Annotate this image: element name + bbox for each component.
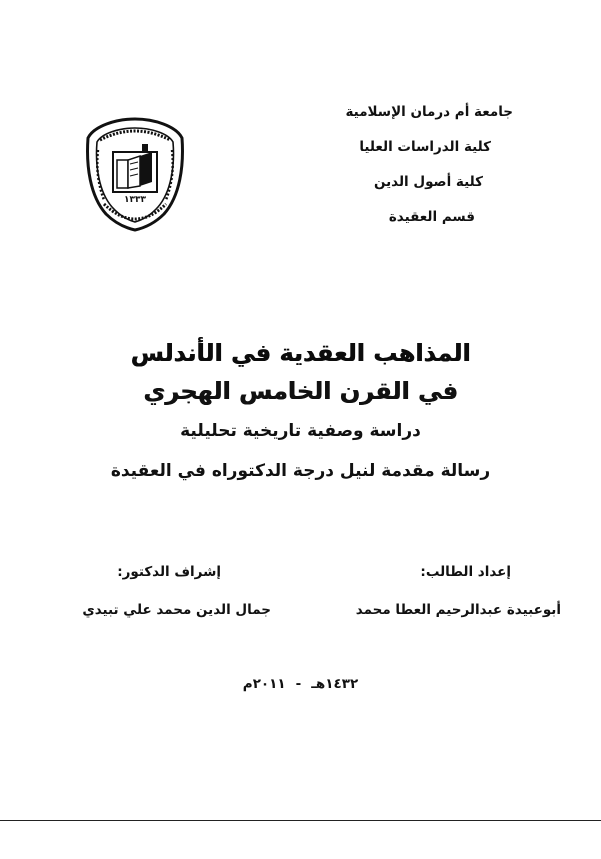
submission-date	[0, 676, 601, 692]
university-seal-icon	[84, 116, 186, 232]
hijri-year: ١٤٣٢هـ	[311, 676, 359, 692]
supervisor-name: جمال الدين محمد علي تبيدي	[82, 602, 271, 618]
student-name: أبوعبيدة عبدالرحيم العطا محمد	[355, 602, 561, 618]
university-name: جامعة أم درمان الإسلامية	[345, 104, 513, 120]
thesis-purpose: رسالة مقدمة لنيل درجة الدكتوراه في العقيدة	[110, 461, 491, 481]
thesis-subtitle: في القرن الخامس الهجري	[143, 377, 458, 405]
bottom-divider	[0, 820, 601, 821]
thesis-title-block	[0, 338, 601, 482]
graduate-college-name: كلية الدراسات العليا	[359, 139, 491, 155]
department-name: قسم العقيدة	[388, 209, 475, 225]
thesis-title: المذاهب العقدية في الأندلس	[130, 339, 471, 367]
date-separator: -	[295, 676, 302, 692]
supervisor-label: إشراف الدكتور:	[117, 564, 221, 580]
university-header	[273, 104, 513, 244]
faculty-name: كلية أصول الدين	[373, 174, 483, 190]
student-label: إعداد الطالب:	[420, 564, 511, 580]
study-type: دراسة وصفية تاريخية تحليلية	[180, 421, 421, 441]
seal-year-text: ١٣٣٣	[124, 195, 146, 205]
gregorian-year: ٢٠١١م	[242, 676, 286, 692]
